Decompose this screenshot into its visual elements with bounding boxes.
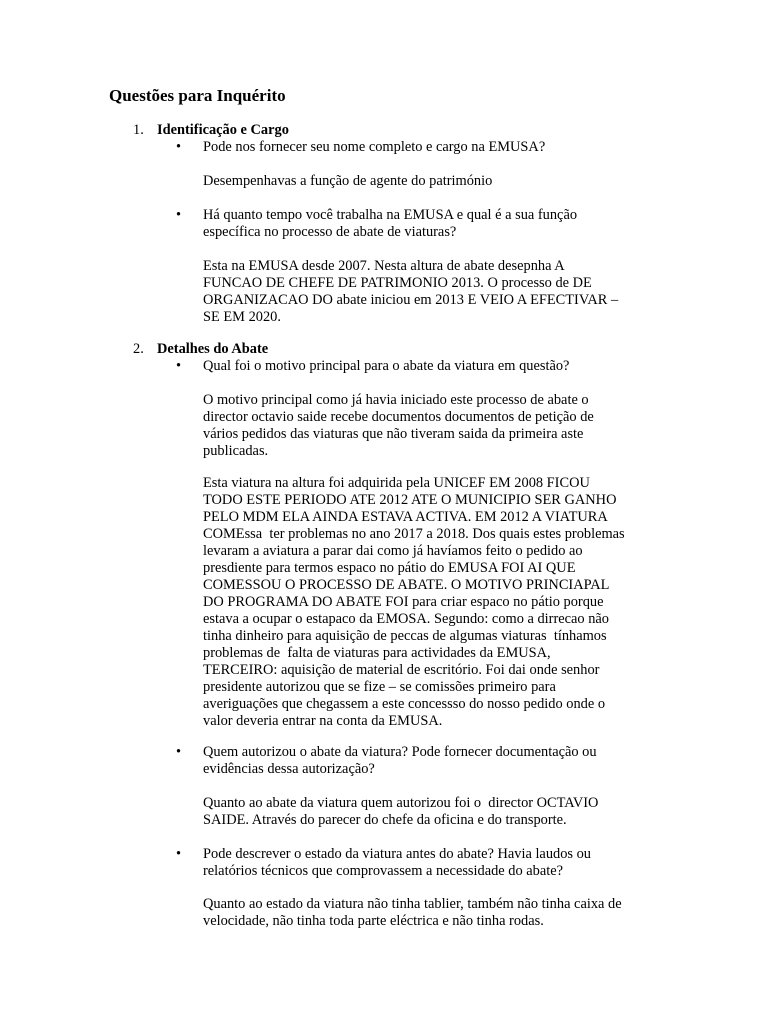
section-number: 1. (133, 122, 144, 138)
bullet-icon: • (176, 139, 182, 155)
answer-text: Quanto ao estado da viatura não tinha tablier, também não tinha caixa de velocidade, não tinha toda parte eléctrica e não tinha rodas. (203, 896, 622, 929)
section-title: Identificação e Cargo (157, 122, 289, 138)
question-text: Pode descrever o estado da viatura antes do abate? Havia laudos ou relatórios técnicos que comprovassem a necessidade do abate? (203, 846, 591, 879)
answer-text: Esta na EMUSA desde 2007. Nesta altura de abate desepnha A FUNCAO DE CHEFE DE PATRIMONIO 2013. O processo de DE ORGANIZACAO DO abate iniciou em 2013 E VEIO A EFECTIVAR – SE EM 2020. (203, 258, 619, 325)
question-text: Qual foi o motivo principal para o abate da viatura em questão? (203, 358, 570, 374)
answer-text: Quanto ao abate da viatura quem autorizou foi o director OCTAVIO SAIDE. Através do parecer do chefe da oficina e do transporte. (203, 795, 599, 828)
question-text: Pode nos fornecer seu nome completo e cargo na EMUSA? (203, 139, 546, 155)
answer-text: O motivo principal como já havia iniciado este processo de abate o director octavio saide recebe documentos documentos de petição de vários pedidos das viaturas que não tiveram saida da primeira aste publicadas. (203, 392, 594, 459)
answer-text: Esta viatura na altura foi adquirida pela UNICEF EM 2008 FICOU TODO ESTE PERIODO ATE 2012 ATE O MUNICIPIO SER GANHO PELO MDM ELA AINDA ESTAVA ACTIVA. EM 2012 A VIATURA COMEssa ter problemas no ano 2017 a 2018. Dos quais estes problemas levaram a aviatura a parar dai como já havíamos feito o pedido ao presdiente para termos espaco no pátio do EMUSA FOI AI QUE COMESSOU O PROCESSO DE ABATE. O MOTIVO PRINCIAPAL DO PROGRAMA DO ABATE FOI para criar espaco no pátio porque estava a ocupar o estapaco da EMOSA. Segundo: como a dirrecao não tinha dinheiro para aquisição de peccas de algumas viaturas tínhamos problemas de falta de viaturas para actividades da EMUSA, TERCEIRO: aquisição de material de escritório. Foi dai onde senhor presidente autorizou que se fize – se comissões primeiro para averiguações que chegassem a este concessso do nosso pedido onde o valor deveria entrar na conta da EMUSA. (203, 475, 625, 729)
bullet-icon: • (176, 744, 182, 760)
bullet-icon: • (176, 207, 182, 223)
question-text: Quem autorizou o abate da viatura? Pode fornecer documentação ou evidências dessa autorização? (203, 744, 597, 777)
answer-text: Desempenhavas a função de agente do património (203, 173, 493, 189)
page-title: Questões para Inquérito (109, 86, 286, 105)
bullet-icon: • (176, 846, 182, 862)
bullet-icon: • (176, 358, 182, 374)
question-text: Há quanto tempo você trabalha na EMUSA e qual é a sua função específica no processo de abate de viaturas? (203, 207, 578, 240)
section-number: 2. (133, 341, 144, 357)
section-title: Detalhes do Abate (157, 341, 269, 357)
